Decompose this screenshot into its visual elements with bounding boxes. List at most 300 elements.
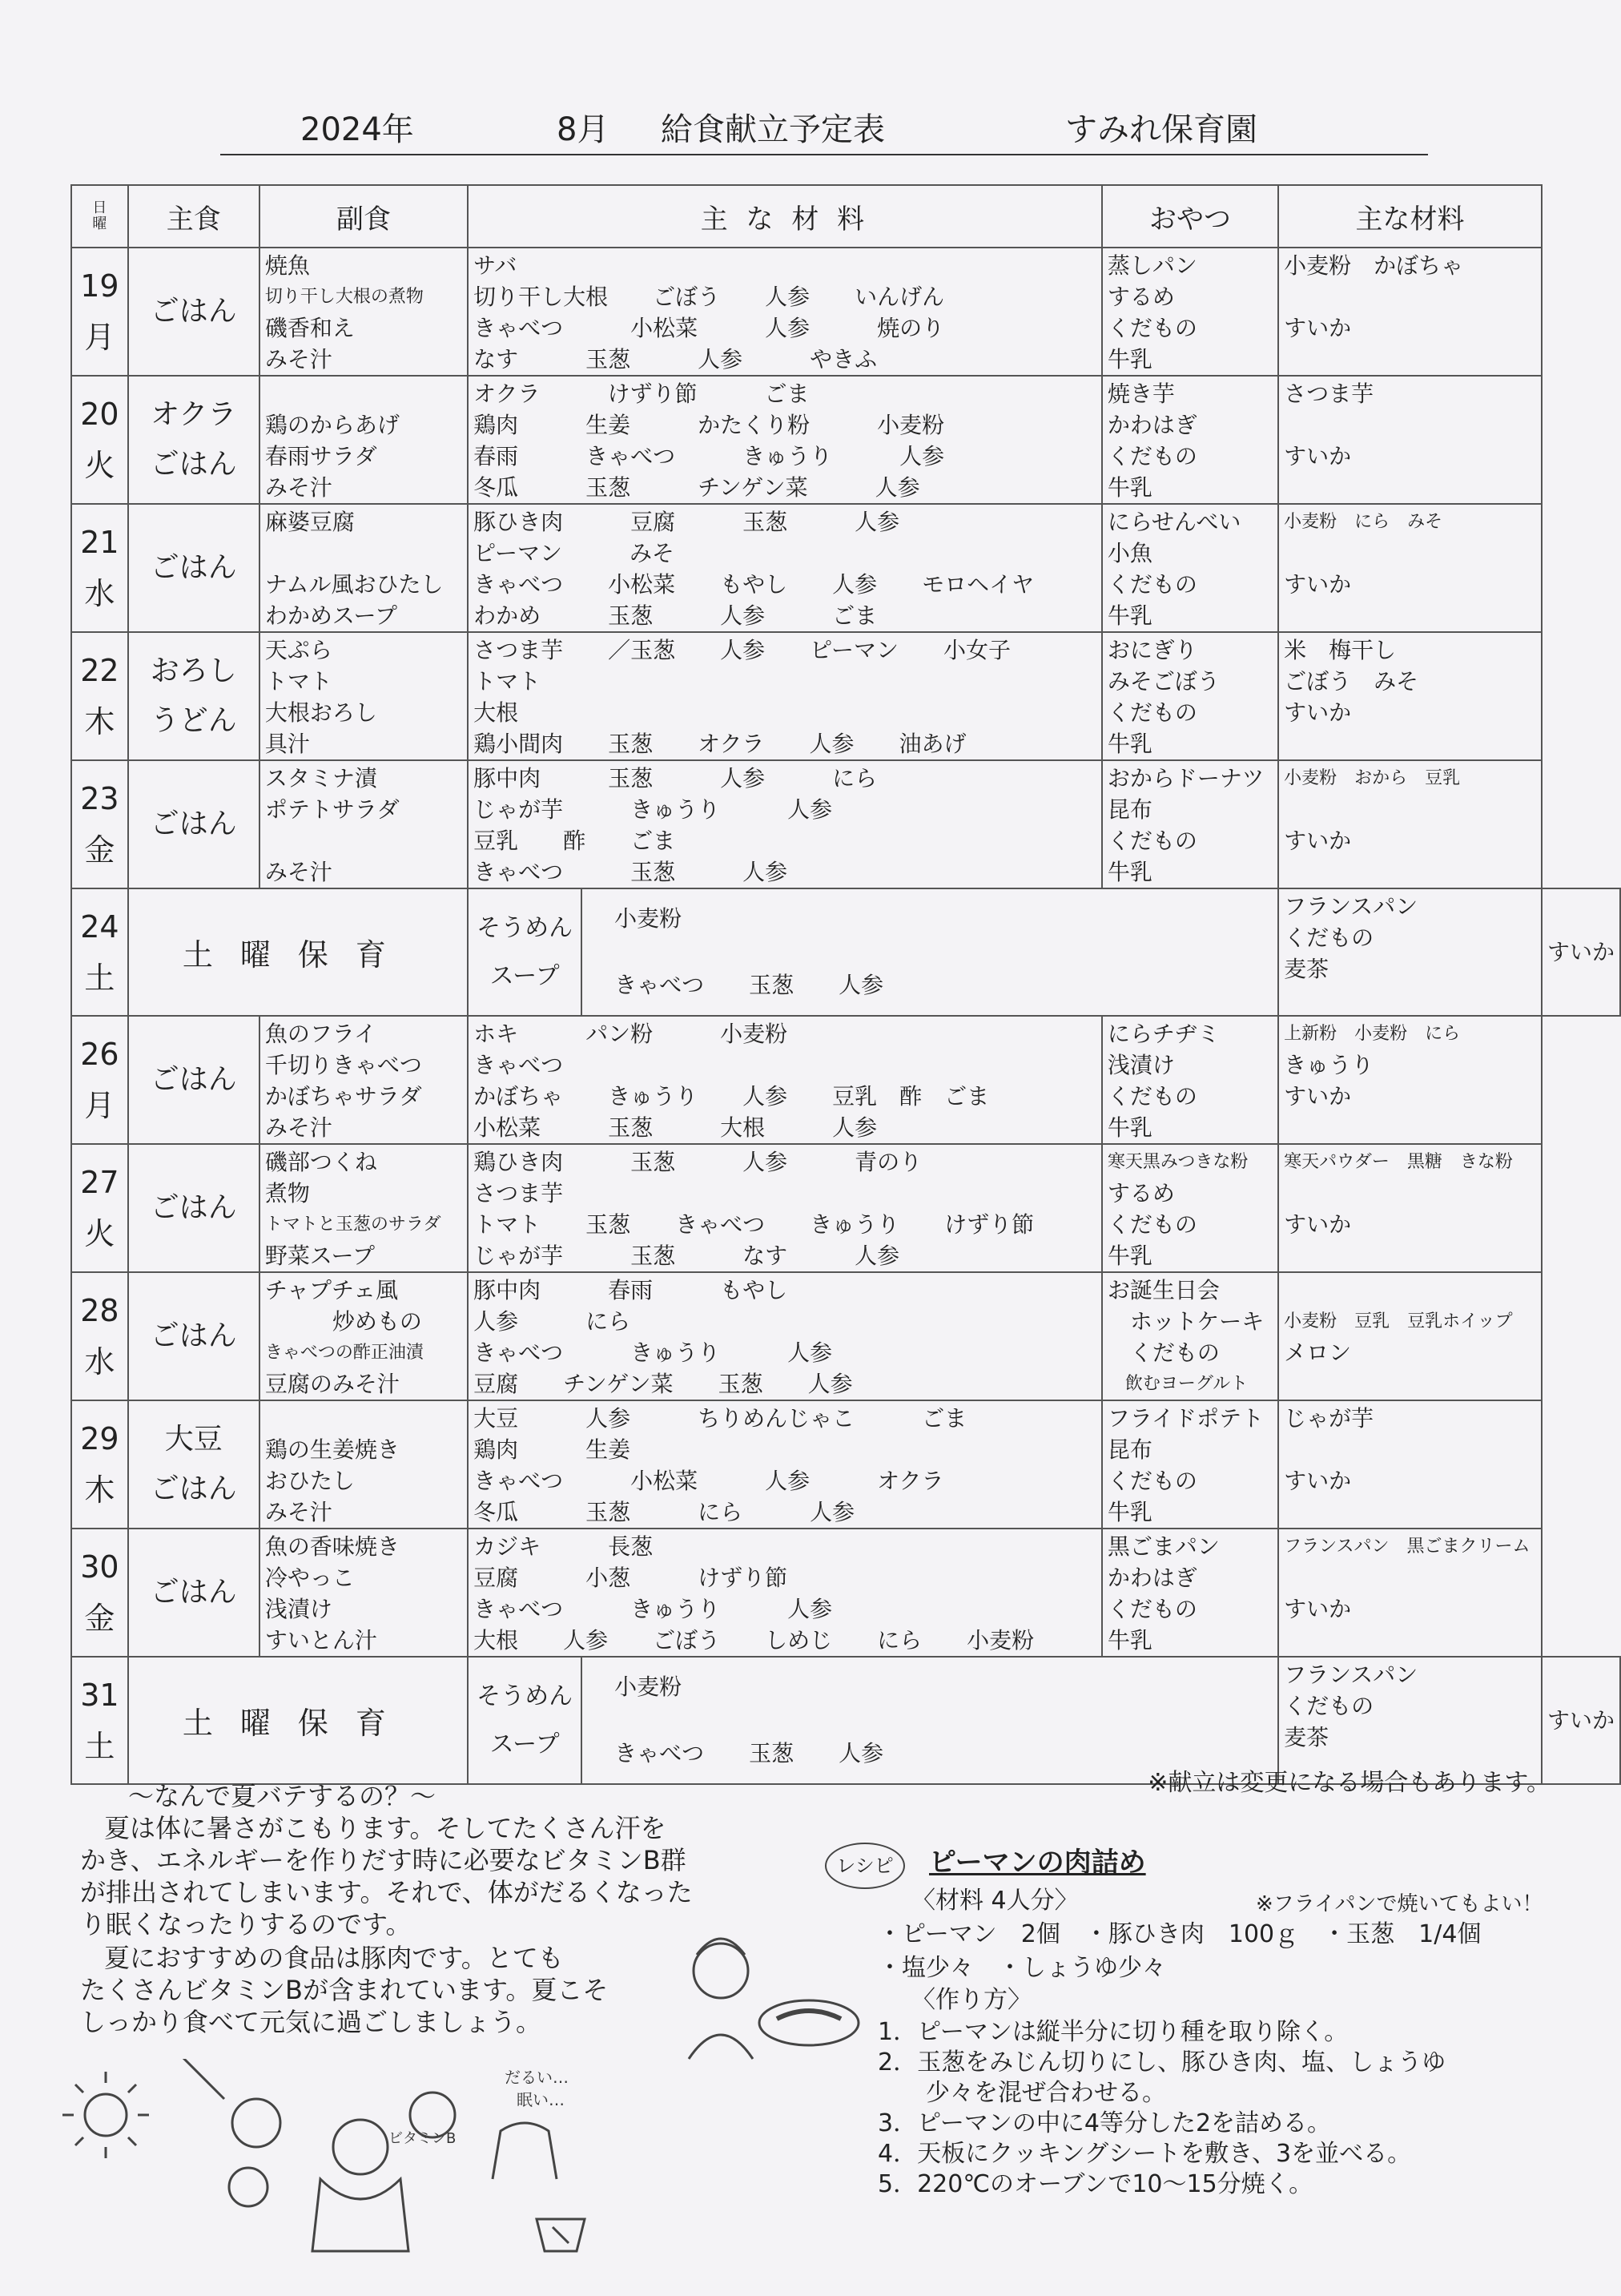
snack-cell-line: かわはぎ <box>1107 1565 1197 1591</box>
snack-cell-line: フランスパン <box>1284 893 1418 920</box>
ingredients-cell-line: 冬瓜 玉葱 チンゲン菜 人参 <box>473 474 920 501</box>
snack-cell-line: 寒天黒みつきな粉 <box>1107 1152 1249 1172</box>
menu-row <box>71 1016 1620 1144</box>
saturday-side-line: スープ <box>489 1730 560 1758</box>
weekday: 火 <box>84 1216 115 1251</box>
staple-food: ごはん <box>150 808 237 840</box>
ingredients-cell <box>468 1400 1102 1529</box>
ingredients-cell-line: きゃべつ 小松菜 もやし 人参 モロヘイヤ <box>473 571 1035 598</box>
snack-ingredients-cell-line: 小麦粉 豆乳 豆乳ホイップ <box>1284 1311 1513 1331</box>
illustration-tired-text: だるい… <box>505 2068 569 2087</box>
snack-cell <box>1102 248 1278 376</box>
snack-ingredients-cell-line: 小麦粉 にら みそ <box>1284 512 1443 532</box>
menu-row <box>71 1529 1620 1657</box>
ingredients-cell <box>468 1016 1102 1144</box>
snack-cell <box>1102 1272 1278 1400</box>
ingredients-cell-line: トマト 玉葱 きゃべつ きゅうり けずり節 <box>473 1211 1035 1238</box>
saturday-side <box>469 889 582 1015</box>
date-cell <box>71 632 128 760</box>
side-dishes-cell-line: わかめスープ <box>264 602 398 629</box>
staple-cell <box>128 632 259 760</box>
staple-cell <box>128 760 259 888</box>
saturday-side-line: そうめん <box>477 913 573 942</box>
recipe-steps-heading: 〈作り方〉 <box>911 1986 1032 2014</box>
recipe-step: 3．ピーマンの中に4等分した2を詰める。 <box>878 2109 1332 2137</box>
ingredients-cell <box>468 248 1102 376</box>
side-dishes-cell <box>259 632 468 760</box>
side-dishes-cell-line: 磯部つくね <box>264 1149 377 1175</box>
side-dishes-cell-line: 煮物 <box>264 1180 310 1206</box>
snack-cell <box>1102 376 1278 504</box>
side-dishes-cell-line: 鶏のからあげ <box>264 412 400 438</box>
side-dishes-cell-line: 豆腐のみそ汁 <box>264 1371 400 1397</box>
snack-cell-line: くだもの <box>1284 924 1374 951</box>
weekday: 金 <box>84 832 115 868</box>
side-dishes-cell-line: チャプチェ風 <box>264 1277 399 1303</box>
title-main: 給食献立予定表 <box>661 111 885 148</box>
ingredients-cell-line: サバ <box>473 252 517 279</box>
snack-ingredients-cell <box>1278 376 1542 504</box>
staple-cell <box>128 1400 259 1529</box>
snack-cell-line: 飲むヨーグルト <box>1107 1374 1249 1394</box>
weekday: 月 <box>84 320 115 355</box>
date-number: 23 <box>80 781 119 816</box>
date-cell <box>71 504 128 632</box>
ingredients-cell-line: 豚中肉 春雨 もやし <box>473 1277 788 1303</box>
snack-ingredients-cell-line <box>1284 538 1536 569</box>
snack-cell-line: 牛乳 <box>1107 602 1152 629</box>
side-dishes-cell-line: 春雨サラダ <box>264 443 377 469</box>
snack-cell-line: にらチヂミ <box>1107 1021 1220 1047</box>
snack-ingredients-cell-line <box>1284 281 1536 312</box>
date-number: 30 <box>80 1549 119 1585</box>
snack-ingredients-cell-line: メロン <box>1284 1339 1352 1366</box>
weekday: 水 <box>84 1344 115 1380</box>
date-cell <box>71 1016 128 1144</box>
title-school: すみれ保育園 <box>1065 111 1257 148</box>
weekday: 木 <box>84 1472 115 1508</box>
side-dishes-cell-line: スタミナ漬 <box>264 765 377 792</box>
menu-row <box>71 632 1620 760</box>
ingredients-cell-line: 豚ひき肉 豆腐 玉葱 人参 <box>473 509 900 535</box>
snack-ingredients-cell-line <box>1284 600 1536 631</box>
page-title <box>220 106 1428 155</box>
snack-cell-line: くだもの <box>1284 1693 1374 1719</box>
snack-ingredients-cell <box>1278 1529 1542 1657</box>
snack-ingredients-cell <box>1278 1016 1542 1144</box>
date-cell <box>71 760 128 888</box>
recipe-step: 少々を混ぜ合わせる。 <box>878 2079 1166 2107</box>
snack-cell-line: くだもの <box>1107 1596 1197 1622</box>
side-dishes-cell <box>259 248 468 376</box>
side-dishes-cell-line: 大根おろし <box>264 699 377 726</box>
snack-ingredients-cell-line <box>1284 1178 1536 1209</box>
snack-cell-line: 牛乳 <box>1107 474 1152 501</box>
ingredients-cell-line: 大豆 人参 ちりめんじゃこ ごま <box>473 1405 967 1432</box>
side-dishes-cell-line: みそ汁 <box>264 1499 332 1525</box>
ingredients-cell-line: 豆乳 酢 ごま <box>473 828 676 854</box>
side-dishes-cell <box>259 1400 468 1529</box>
side-dishes-cell <box>259 1272 468 1400</box>
ingredients-cell-line: さつま芋 ／玉葱 人参 ピーマン 小女子 <box>473 637 1011 663</box>
snack-ingredients-cell-line <box>1284 728 1536 759</box>
snack-cell-line: 昆布 <box>1107 1436 1152 1463</box>
snack-ingredients-cell-line: すいか <box>1547 1707 1615 1734</box>
staple-food: ごはん <box>150 551 237 584</box>
snack-cell <box>1278 888 1542 1016</box>
snack-ingredients-cell <box>1278 632 1542 760</box>
recipe-title: ピーマンの肉詰め <box>929 1847 1146 1879</box>
ingredients-cell-line: カジキ 長葱 <box>473 1533 654 1560</box>
snack-ingredients-cell <box>1542 1657 1620 1784</box>
saturday-care-label: 土曜保育 <box>128 888 468 1016</box>
menu-change-note: ※献立は変更になる場合もあります。 <box>1148 1769 1551 1797</box>
snack-cell-line: 昆布 <box>1107 796 1152 823</box>
staple-food: ごはん <box>150 1319 237 1352</box>
snack-ingredients-cell-line: すいか <box>1284 1596 1352 1622</box>
snack-cell <box>1102 504 1278 632</box>
ingredients-cell-line: トマト <box>473 668 541 695</box>
snack-cell-line: くだもの <box>1107 1083 1197 1110</box>
snack-cell-line: 麦茶 <box>1284 956 1329 982</box>
menu-row <box>71 504 1620 632</box>
date-cell <box>71 248 128 376</box>
ingredients-cell-line: きゃべつ 玉葱 人参 <box>473 859 788 885</box>
saturday-ingredient-line: 小麦粉 <box>614 1674 682 1700</box>
side-dishes-cell-line: 磯香和え <box>264 315 355 341</box>
snack-cell-line: 麦茶 <box>1284 1724 1329 1750</box>
date-cell <box>71 1657 128 1784</box>
ingredients-cell-line: 大根 人参 ごぼう しめじ にら 小麦粉 <box>473 1627 1035 1654</box>
weekday: 土 <box>84 1728 115 1764</box>
staple-food: オクラ <box>151 398 237 431</box>
snack-ingredients-cell-line <box>1284 1240 1536 1271</box>
side-dishes-cell-line: みそ汁 <box>264 346 332 373</box>
snack-ingredients-cell-line: すいか <box>1284 315 1352 341</box>
ingredients-cell <box>468 376 1102 504</box>
snack-ingredients-cell <box>1278 760 1542 888</box>
saturday-menu-cell <box>468 888 1278 1016</box>
side-dishes-cell-line: みそ汁 <box>264 1114 332 1141</box>
menu-row <box>71 376 1620 504</box>
recipe-ingredients-heading: 〈材料 4人分〉 <box>911 1887 1079 1915</box>
ingredients-cell-line: なす 玉葱 人参 やきふ <box>473 346 878 373</box>
side-dishes-cell-line <box>265 825 462 856</box>
side-dishes-cell-line: 切り干し大根の煮物 <box>264 287 424 307</box>
staple-food: ごはん <box>150 295 237 328</box>
snack-cell <box>1102 1400 1278 1529</box>
menu-row <box>71 1144 1620 1272</box>
date-cell <box>71 888 128 1016</box>
side-dishes-cell-line: トマトと玉葱のサラダ <box>264 1214 441 1235</box>
ingredients-cell-line: きゃべつ <box>473 1052 564 1078</box>
recipe-ingredient-line: ・ピーマン 2個 ・豚ひき肉 100ｇ ・玉葱 1/4個 <box>878 1920 1482 1948</box>
essay-line: 夏におすすめの食品は豚肉です。とても <box>104 1943 564 1973</box>
saturday-ingredients <box>582 889 1277 1015</box>
side-dishes-cell-line: みそ汁 <box>264 474 332 501</box>
snack-ingredients-cell-line: きゅうり <box>1284 1052 1374 1078</box>
ingredients-cell-line: 切り干し大根 ごぼう 人参 いんげん <box>473 284 945 310</box>
snack-ingredients-cell-line: 小麦粉 かぼちゃ <box>1284 252 1464 279</box>
ingredients-cell-line: きゃべつ 小松菜 人参 焼のり <box>473 315 945 341</box>
side-dishes-cell-line: 焼魚 <box>264 252 310 279</box>
side-dishes-cell-line: 鶏の生姜焼き <box>264 1436 400 1463</box>
weekday: 金 <box>84 1601 115 1636</box>
snack-cell-line: おからドーナツ <box>1107 765 1265 792</box>
recipe-tip: ※フライパンで焼いてもよい！ <box>1256 1892 1543 1916</box>
side-dishes-cell-line: 具汁 <box>264 731 310 757</box>
snack-ingredients-cell <box>1278 1144 1542 1272</box>
side-dishes-cell-line: 炒めもの <box>264 1308 422 1335</box>
snack-cell-line: ホットケーキ <box>1107 1308 1265 1335</box>
essay-line: かき、エネルギーを作りだす時に必要なビタミンB群 <box>80 1845 686 1875</box>
menu-row <box>71 248 1620 376</box>
staple-food: うどん <box>150 704 237 737</box>
staple-cell <box>128 248 259 376</box>
snack-cell-line: するめ <box>1107 284 1175 310</box>
side-dishes-cell-line: 麻婆豆腐 <box>264 509 355 535</box>
snack-cell-line: するめ <box>1107 1180 1175 1206</box>
snack-ingredients-cell <box>1278 1400 1542 1529</box>
snack-ingredients-cell-line: すいか <box>1284 443 1352 469</box>
table-header-row <box>71 185 1620 248</box>
snack-ingredients-cell-line: フランスパン 黒ごまクリーム <box>1284 1537 1530 1557</box>
weekday: 火 <box>84 448 115 483</box>
staple-food: 大豆 <box>164 1423 223 1456</box>
staple-food: おろし <box>150 655 237 687</box>
ingredients-cell-line: ピーマン みそ <box>473 540 674 566</box>
menu-row <box>71 1272 1620 1400</box>
header-snack: おやつ <box>1102 185 1278 248</box>
side-dishes-cell-line: 魚の香味焼き <box>264 1533 400 1560</box>
snack-ingredients-cell-line <box>1284 794 1536 825</box>
ingredients-cell-line: 豚中肉 玉葱 人参 にら <box>473 765 878 792</box>
recipe-ingredient-line: ・塩少々 ・しょうゆ少々 <box>878 1954 1166 1982</box>
snack-ingredients-cell-line <box>1284 1368 1536 1400</box>
snack-ingredients-cell <box>1278 248 1542 376</box>
snack-cell-line: 浅漬け <box>1107 1052 1175 1078</box>
snack-cell-line: かわはぎ <box>1107 412 1197 438</box>
recipe-badge: レシピ <box>825 1843 905 1889</box>
ingredients-cell-line: じゃが芋 きゅうり 人参 <box>473 796 833 823</box>
ingredients-cell-line: 鶏小間肉 玉葱 オクラ 人参 油あげ <box>473 731 967 757</box>
snack-cell-line: 牛乳 <box>1107 859 1152 885</box>
side-dishes-cell <box>259 760 468 888</box>
side-dishes-cell-line: 千切りきゃべつ <box>264 1052 422 1078</box>
ingredients-cell-line: 大根 <box>473 699 519 726</box>
saturday-care-label: 土曜保育 <box>128 1657 468 1784</box>
ingredients-cell-line: ホキ パン粉 小麦粉 <box>473 1021 788 1047</box>
snack-cell <box>1102 1529 1278 1657</box>
ingredients-cell-line: 鶏肉 生姜 かたくり粉 小麦粉 <box>473 412 945 438</box>
snack-cell-line: フランスパン <box>1284 1662 1418 1688</box>
date-number: 24 <box>80 908 119 945</box>
snack-ingredients-cell-line: すいか <box>1547 939 1615 965</box>
snack-ingredients-cell-line: すいか <box>1284 1468 1352 1494</box>
side-dishes-cell <box>259 376 468 504</box>
snack-ingredients-cell-line: 小麦粉 おから 豆乳 <box>1284 768 1461 788</box>
snack-cell <box>1102 632 1278 760</box>
date-cell <box>71 1272 128 1400</box>
side-dishes-cell-line: おひたし <box>264 1468 355 1494</box>
saturday-side <box>469 1658 582 1783</box>
saturday-side-line: そうめん <box>477 1682 573 1710</box>
ingredients-cell-line: わかめ 玉葱 人参 ごま <box>473 602 878 629</box>
date-number: 28 <box>80 1293 119 1328</box>
snack-ingredients-cell-line: ごぼう みそ <box>1284 668 1419 695</box>
ingredients-cell-line: 冬瓜 玉葱 にら 人参 <box>473 1499 855 1525</box>
summer-illustration <box>56 2059 777 2267</box>
date-number: 29 <box>80 1421 119 1456</box>
snack-ingredients-cell-line <box>1284 472 1536 503</box>
weekday: 木 <box>84 704 115 739</box>
date-cell <box>71 376 128 504</box>
date-number: 20 <box>80 397 119 432</box>
essay-line: しっかり食べて元気に過ごしましょう。 <box>80 2007 542 2037</box>
cook-illustration <box>673 1923 865 2083</box>
staple-cell <box>128 1272 259 1400</box>
snack-cell-line: くだもの <box>1107 828 1197 854</box>
staple-cell <box>128 504 259 632</box>
snack-ingredients-cell-line: さつま芋 <box>1284 381 1374 407</box>
snack-ingredients-cell-line <box>1284 1496 1536 1528</box>
snack-ingredients-cell-line <box>1284 344 1536 375</box>
menu-row <box>71 760 1620 888</box>
recipe-step: 1．ピーマンは縦半分に切り種を取り除く。 <box>878 2018 1349 2046</box>
snack-ingredients-cell-line: すいか <box>1284 699 1352 726</box>
side-dishes-cell-line: 浅漬け <box>264 1596 332 1622</box>
staple-food: ごはん <box>150 1576 237 1609</box>
side-dishes-cell-line: きゃべつの酢正油漬 <box>264 1343 424 1363</box>
side-dishes-cell-line: トマト <box>264 668 332 695</box>
ingredients-cell <box>468 760 1102 888</box>
recipe-step: 2．玉葱をみじん切りにし、豚ひき肉、塩、しょうゆ <box>878 2048 1446 2076</box>
side-dishes-cell-line: かぼちゃサラダ <box>264 1083 422 1110</box>
ingredients-cell <box>468 504 1102 632</box>
ingredients-cell-line: 豆腐 チンゲン菜 玉葱 人参 <box>473 1371 853 1397</box>
snack-cell-line: 蒸しパン <box>1107 252 1197 279</box>
ingredients-cell <box>468 1272 1102 1400</box>
snack-cell-line: 牛乳 <box>1107 1499 1152 1525</box>
essay-line: 夏は体に暑さがこもります。そしてたくさん汗を <box>104 1813 666 1843</box>
ingredients-cell-line: 春雨 きゃべつ きゅうり 人参 <box>473 443 945 469</box>
snack-cell-line: にらせんべい <box>1107 509 1241 535</box>
snack-ingredients-cell-line <box>1284 1625 1536 1656</box>
snack-cell-line: フライドポテト <box>1107 1405 1264 1432</box>
ingredients-cell-line: きゃべつ きゅうり 人参 <box>473 1339 833 1366</box>
date-number: 26 <box>80 1037 119 1072</box>
ingredients-cell-line: オクラ けずり節 ごま <box>473 381 810 407</box>
essay-line: り眠くなったりするのです。 <box>80 1909 412 1940</box>
side-dishes-cell-line: すいとん汁 <box>264 1627 377 1654</box>
staple-food: ごはん <box>150 1191 237 1224</box>
side-dishes-cell-line <box>265 378 462 409</box>
side-dishes-cell-line: 冷やっこ <box>264 1565 355 1591</box>
essay-line: が排出されてしまいます。それで、体がだるくなった <box>80 1877 693 1907</box>
side-dishes-cell-line: みそ汁 <box>264 859 332 885</box>
weekday: 水 <box>84 576 115 611</box>
essay-line: たくさんビタミンBが含まれています。夏こそ <box>80 1975 609 2005</box>
header-ingredients: 主 な 材 料 <box>468 185 1102 248</box>
snack-ingredients-cell <box>1278 504 1542 632</box>
ingredients-cell-line: さつま芋 <box>473 1180 564 1206</box>
snack-cell-line: くだもの <box>1107 443 1197 469</box>
snack-ingredients-cell-line: すいか <box>1284 1083 1352 1110</box>
date-number: 19 <box>80 268 119 304</box>
snack-cell-line: くだもの <box>1107 1211 1197 1238</box>
snack-cell <box>1102 760 1278 888</box>
recipe-step: 5．220℃のオーブンで10～15分焼く。 <box>878 2170 1313 2198</box>
snack-cell-line: 牛乳 <box>1107 1243 1152 1269</box>
ingredients-cell-line: かぼちゃ きゅうり 人参 豆乳 酢 ごま <box>473 1083 990 1110</box>
snack-ingredients-cell-line <box>1284 409 1536 441</box>
ingredients-cell <box>468 1144 1102 1272</box>
snack-ingredients-cell-line <box>1284 1562 1536 1593</box>
snack-ingredients-cell-line: すいか <box>1284 1211 1352 1238</box>
recipe-step: 4．天板にクッキングシートを敷き、3を並べる。 <box>878 2140 1412 2168</box>
snack-cell-line: 牛乳 <box>1107 1114 1152 1141</box>
snack-ingredients-cell-line: じゃが芋 <box>1284 1405 1374 1432</box>
menu-table <box>70 184 1621 1785</box>
staple-food: ごはん <box>150 1472 237 1505</box>
snack-cell <box>1102 1016 1278 1144</box>
illustration-vitamin-text: ビタミンB <box>388 2130 457 2147</box>
illustration-sleepy-text: 眠い… <box>517 2090 565 2109</box>
saturday-ingredient-line: 小麦粉 <box>614 905 682 932</box>
snack-cell-line: くだもの <box>1107 1339 1220 1366</box>
ingredients-cell-line: きゃべつ 小松菜 人参 オクラ <box>473 1468 944 1494</box>
side-dishes-cell-line: 野菜スープ <box>264 1243 376 1269</box>
ingredients-cell-line: 人参 にら <box>473 1308 631 1335</box>
side-dishes-cell-line <box>265 1403 462 1434</box>
title-month: 8月 <box>557 111 609 148</box>
snack-cell-line: みそごぼう <box>1107 668 1220 695</box>
date-cell <box>71 1400 128 1529</box>
staple-food: ごはん <box>150 448 237 481</box>
saturday-side-line: スープ <box>489 961 560 990</box>
side-dishes-cell <box>259 1144 468 1272</box>
snack-ingredients-cell-line <box>1284 1434 1536 1465</box>
snack-ingredients-cell-line: すいか <box>1284 571 1352 598</box>
saturday-ingredient-line: きゃべつ 玉葱 人参 <box>614 972 884 998</box>
snack-cell-line: おにぎり <box>1107 637 1197 663</box>
date-cell <box>71 1529 128 1657</box>
ingredients-cell-line: 小松菜 玉葱 大根 人参 <box>473 1114 878 1141</box>
title-year: 2024年 <box>300 111 414 148</box>
header-date: 日 曜 <box>71 185 128 248</box>
ingredients-cell-line: 鶏ひき肉 玉葱 人参 青のり <box>473 1149 923 1175</box>
saturday-ingredient-line: きゃべつ 玉葱 人参 <box>614 1740 884 1766</box>
staple-cell <box>128 1016 259 1144</box>
side-dishes-cell <box>259 1016 468 1144</box>
side-dishes-cell-line: 魚のフライ <box>264 1021 377 1047</box>
date-number: 22 <box>80 653 119 688</box>
snack-ingredients-cell-line <box>1284 856 1536 888</box>
snack-cell-line: 牛乳 <box>1107 731 1152 757</box>
header-side: 副食 <box>259 185 468 248</box>
sun-icon <box>62 2072 149 2158</box>
snack-cell-line: 牛乳 <box>1107 1627 1152 1654</box>
date-number: 21 <box>80 525 119 560</box>
snack-cell <box>1102 1144 1278 1272</box>
ingredients-cell-line: 鶏肉 生姜 <box>473 1436 631 1463</box>
ingredients-cell-line: 豆腐 小葱 けずり節 <box>473 1565 788 1591</box>
snack-cell-line: 小魚 <box>1107 540 1152 566</box>
staple-food: ごはん <box>150 1063 237 1096</box>
snack-ingredients-cell-line <box>1284 1275 1536 1306</box>
snack-ingredients-cell-line: 上新粉 小麦粉 にら <box>1284 1024 1461 1044</box>
header-snack-ingredients: 主な材料 <box>1278 185 1542 248</box>
